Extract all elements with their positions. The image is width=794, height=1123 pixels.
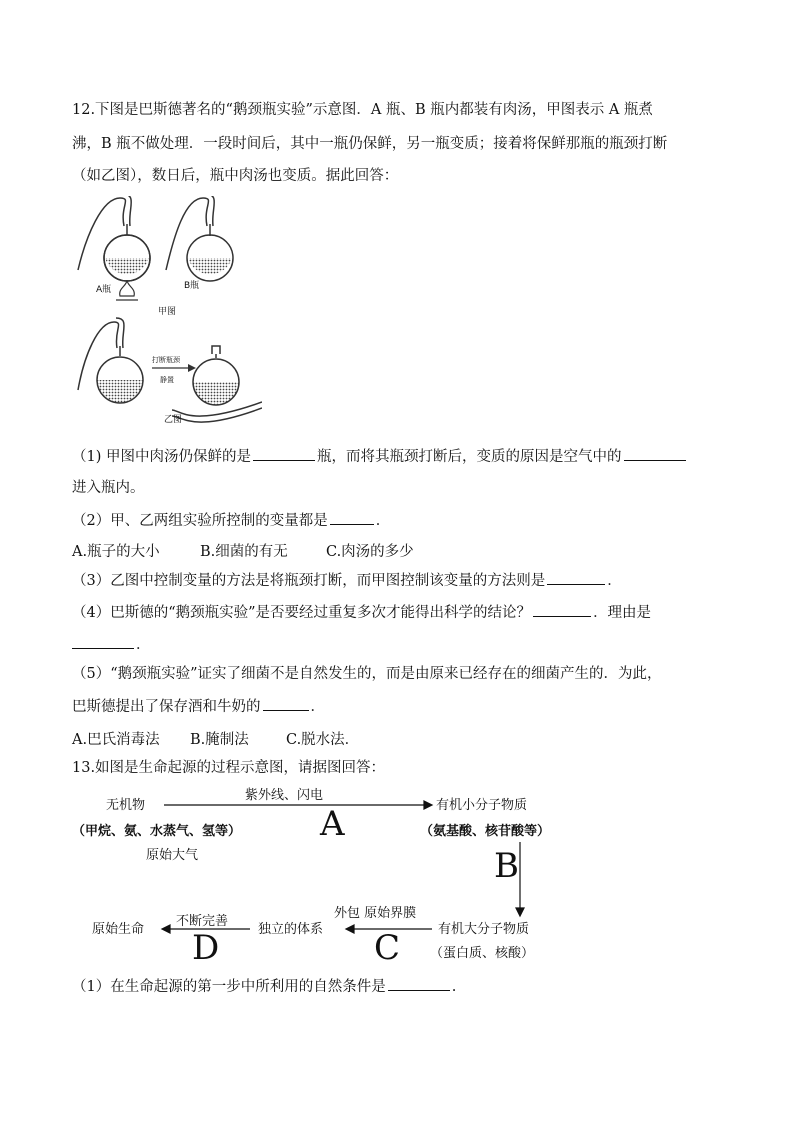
q12-part-1: （1) 甲图中肉汤仍保鲜的是 瓶，而将其瓶颈打断后，变质的原因是空气中的 bbox=[72, 446, 688, 467]
diagram-big-organic: 有机大分子物质 bbox=[438, 922, 530, 937]
diagram-inorganic: 无机物 bbox=[106, 798, 146, 813]
answer-blank-8[interactable] bbox=[388, 976, 450, 991]
diagram-membrane: 外包 原始界膜 bbox=[334, 906, 417, 921]
q12-part-4-cont: ． bbox=[72, 634, 151, 655]
q12-line-2: 沸，B 瓶不做处理．一段时间后，其中一瓶仍保鲜，另一瓶变质；接着将保鲜那瓶的瓶颈打断 bbox=[72, 136, 668, 152]
q12-option-b: B.细菌的有无 bbox=[200, 544, 288, 560]
diagram-primitive-atmosphere: 原始大气 bbox=[146, 848, 199, 863]
q12-line-1: 12.下图是巴斯德著名的“鹅颈瓶实验”示意图．A 瓶、B 瓶内都装有肉汤，甲图表示 A 瓶煮 bbox=[72, 102, 653, 118]
yi-arrow-label-2: 静置 bbox=[160, 376, 174, 384]
q12-part-2: （2）甲、乙两组实验所控制的变量都是 ． bbox=[72, 510, 390, 531]
yi-figure-label: 乙图 bbox=[164, 415, 183, 425]
q12-p5-option-b: B.腌制法 bbox=[190, 732, 249, 748]
q12-p5-option-c: C.脱水法． bbox=[286, 732, 360, 748]
q12-line-3: （如乙图），数日后，瓶中肉汤也变质。据此回答： bbox=[72, 168, 399, 184]
diagram-inorganic-list: （甲烷、氨、水蒸气、氢等） bbox=[72, 824, 242, 839]
flask-b-label: B瓶 bbox=[184, 281, 200, 291]
diagram-independent-system: 独立的体系 bbox=[258, 922, 324, 937]
diagram-primitive-life: 原始生命 bbox=[92, 922, 145, 937]
q12-part-3: （3）乙图中控制变量的方法是将瓶颈打断，而甲图控制该变量的方法则是 ． bbox=[72, 570, 622, 591]
q12-option-a: A.瓶子的大小 bbox=[72, 544, 160, 560]
diagram-letter-a: A bbox=[320, 804, 345, 844]
diagram-letter-d: D bbox=[192, 928, 220, 968]
yi-arrow-label-1: 打断瓶颈 bbox=[152, 356, 180, 364]
diagram-big-organic-list: （蛋白质、核酸） bbox=[430, 946, 535, 961]
q12-part-1-cont: 进入瓶内。 bbox=[72, 480, 145, 496]
flask-a-label: A瓶 bbox=[96, 285, 112, 295]
diagram-uv-lightning: 紫外线、闪电 bbox=[245, 788, 324, 803]
diagram-letter-c: C bbox=[374, 928, 401, 968]
diagram-letter-b: B bbox=[494, 846, 519, 886]
q13-title: 13.如图是生命起源的过程示意图，请据图回答： bbox=[72, 760, 386, 776]
q12-part-4: （4）巴斯德的“鹅颈瓶实验”是否要经过重复多次才能得出科学的结论？ ．理由是 bbox=[72, 602, 651, 623]
diagram-small-organic: 有机小分子物质 bbox=[436, 798, 528, 813]
q12-p5-option-a: A.巴氏消毒法 bbox=[72, 732, 160, 748]
q12-option-c: C.肉汤的多少 bbox=[326, 544, 414, 560]
q12-part-5: （5）“鹅颈瓶实验”证实了细菌不是自然发生的，而是由原来已经存在的细菌产生的．为此， bbox=[72, 666, 662, 682]
q13-part-1: （1）在生命起源的第一步中所利用的自然条件是 . bbox=[72, 976, 456, 997]
diagram-keep-improving: 不断完善 bbox=[176, 914, 229, 929]
q12-part-5-cont: 巴斯德提出了保存酒和牛奶的 ． bbox=[72, 696, 325, 717]
jia-figure-label: 甲图 bbox=[158, 307, 177, 317]
diagram-small-organic-list: （氨基酸、核苷酸等） bbox=[420, 824, 551, 839]
